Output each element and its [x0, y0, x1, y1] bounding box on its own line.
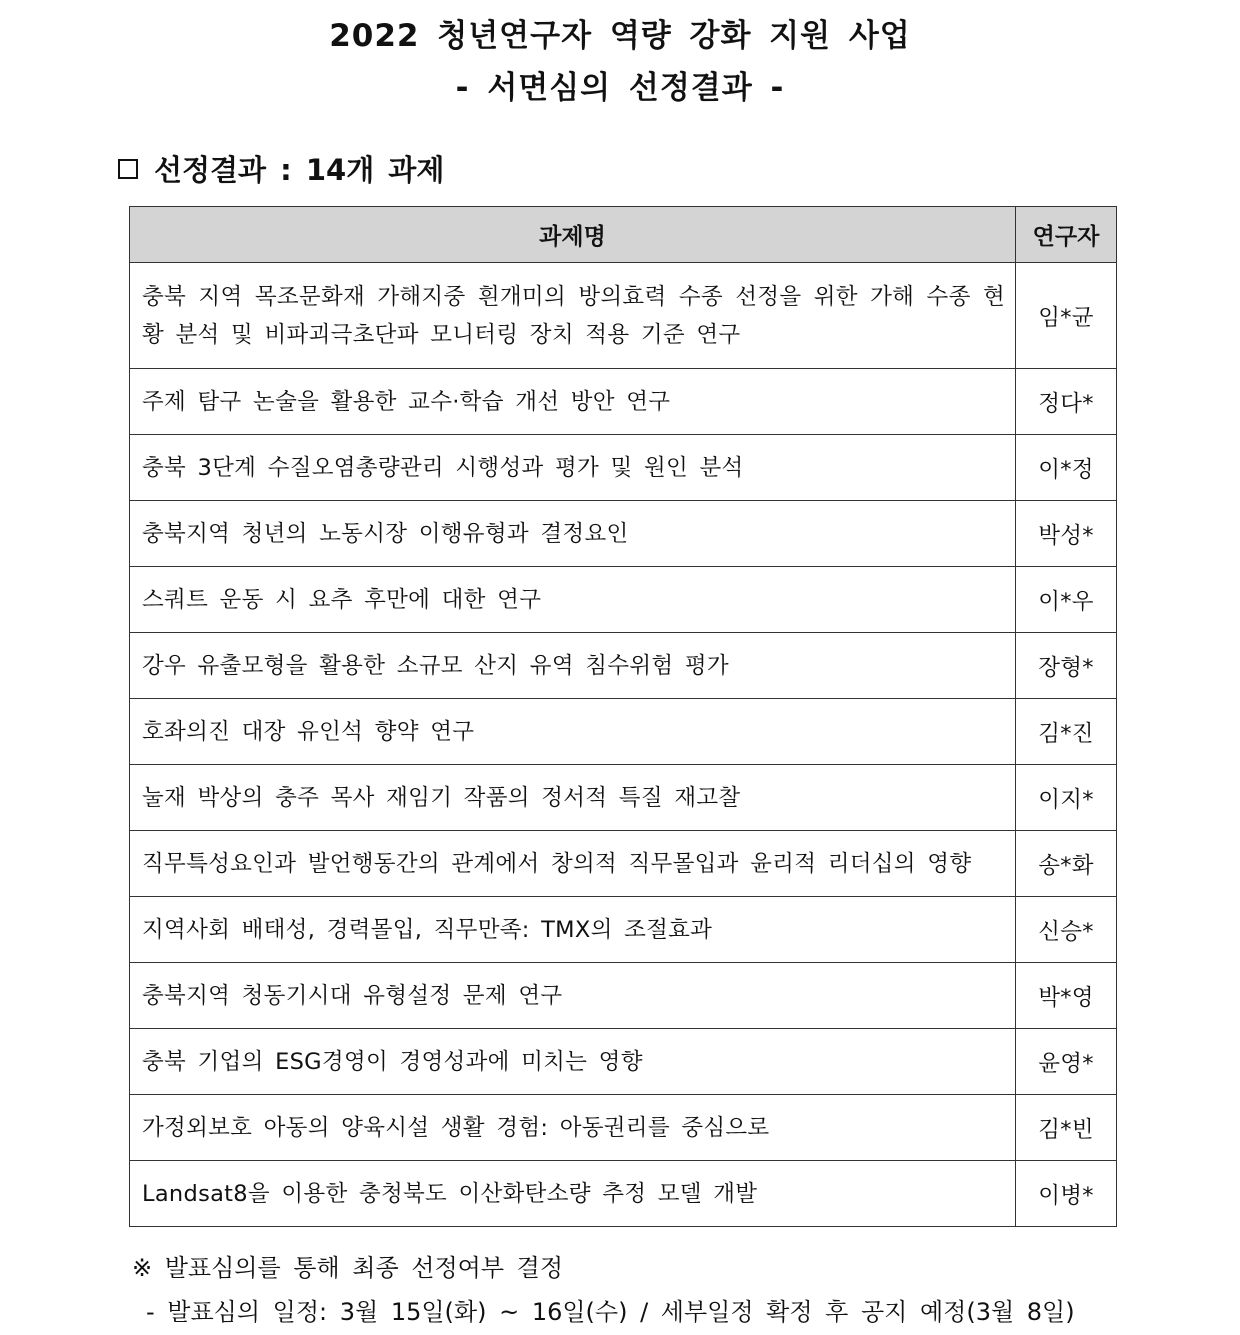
table-row: [130, 435, 1117, 501]
researcher-name: 박성*: [1016, 501, 1117, 567]
project-title: 호좌의진 대장 유인석 향약 연구: [130, 699, 1016, 765]
researcher-name: 임*균: [1016, 263, 1117, 369]
table-row: [130, 1095, 1117, 1161]
researcher-name: 장형*: [1016, 633, 1117, 699]
project-title: 충북 3단계 수질오염총량관리 시행성과 평가 및 원인 분석: [130, 435, 1016, 501]
table-row: [130, 897, 1117, 963]
document-title: 2022 청년연구자 역량 강화 지원 사업: [329, 18, 911, 54]
header-title: 과제명: [130, 207, 1016, 263]
section-heading-text: 선정결과 : 14개 과제: [154, 153, 445, 187]
table-row: [130, 633, 1117, 699]
researcher-name: 정다*: [1016, 369, 1117, 435]
researcher-name: 신승*: [1016, 897, 1117, 963]
researcher-name: 김*빈: [1016, 1095, 1117, 1161]
header-researcher: 연구자: [1016, 207, 1117, 263]
section-heading: [118, 148, 444, 189]
project-title: 강우 유출모형을 활용한 소규모 산지 유역 침수위험 평가: [130, 633, 1016, 699]
researcher-name: 이지*: [1016, 765, 1117, 831]
note-final-selection: ※ 발표심의를 통해 최종 선정여부 결정: [132, 1254, 564, 1282]
project-title: 주제 탐구 논술을 활용한 교수·학습 개선 방안 연구: [130, 369, 1016, 435]
project-title: 충북지역 청동기시대 유형설정 문제 연구: [130, 963, 1016, 1029]
project-title: Landsat8을 이용한 충청북도 이산화탄소량 추정 모델 개발: [130, 1161, 1016, 1227]
project-title: 지역사회 배태성, 경력몰입, 직무만족: TMX의 조절효과: [130, 897, 1016, 963]
note-schedule: - 발표심의 일정: 3월 15일(화) ~ 16일(수) / 세부일정 확정 후 공지 예정(3월 8일): [146, 1298, 1075, 1326]
project-title: 충북 기업의 ESG경영이 경영성과에 미치는 영향: [130, 1029, 1016, 1095]
researcher-name: 송*화: [1016, 831, 1117, 897]
table-row: [130, 1161, 1117, 1227]
project-title: 직무특성요인과 발언행동간의 관계에서 창의적 직무몰입과 윤리적 리더십의 영향: [130, 831, 1016, 897]
table-row: [130, 369, 1117, 435]
table-row: [130, 963, 1117, 1029]
document-subtitle: - 서면심의 선정결과 -: [455, 70, 785, 106]
table-row: [130, 1029, 1117, 1095]
project-title: 스쿼트 운동 시 요추 후만에 대한 연구: [130, 567, 1016, 633]
results-table: [129, 206, 1117, 1227]
researcher-name: 윤영*: [1016, 1029, 1117, 1095]
project-title: 충북지역 청년의 노동시장 이행유형과 결정요인: [130, 501, 1016, 567]
researcher-name: 박*영: [1016, 963, 1117, 1029]
project-title: 충북 지역 목조문화재 가해지중 흰개미의 방의효력 수종 선정을 위한 가해 수종 현황 분석 및 비파괴극초단파 모니터링 장치 적용 기준 연구: [130, 263, 1016, 369]
table-row: [130, 699, 1117, 765]
table-row: [130, 501, 1117, 567]
table-row: [130, 765, 1117, 831]
researcher-name: 김*진: [1016, 699, 1117, 765]
researcher-name: 이*우: [1016, 567, 1117, 633]
table-row: [130, 567, 1117, 633]
researcher-name: 이병*: [1016, 1161, 1117, 1227]
researcher-name: 이*정: [1016, 435, 1117, 501]
project-title: 가정외보호 아동의 양육시설 생활 경험: 아동권리를 중심으로: [130, 1095, 1016, 1161]
table-row: [130, 263, 1117, 369]
table-header-row: [130, 207, 1117, 263]
table-row: [130, 831, 1117, 897]
square-bullet-icon: [118, 159, 138, 179]
project-title: 눌재 박상의 충주 목사 재임기 작품의 정서적 특질 재고찰: [130, 765, 1016, 831]
